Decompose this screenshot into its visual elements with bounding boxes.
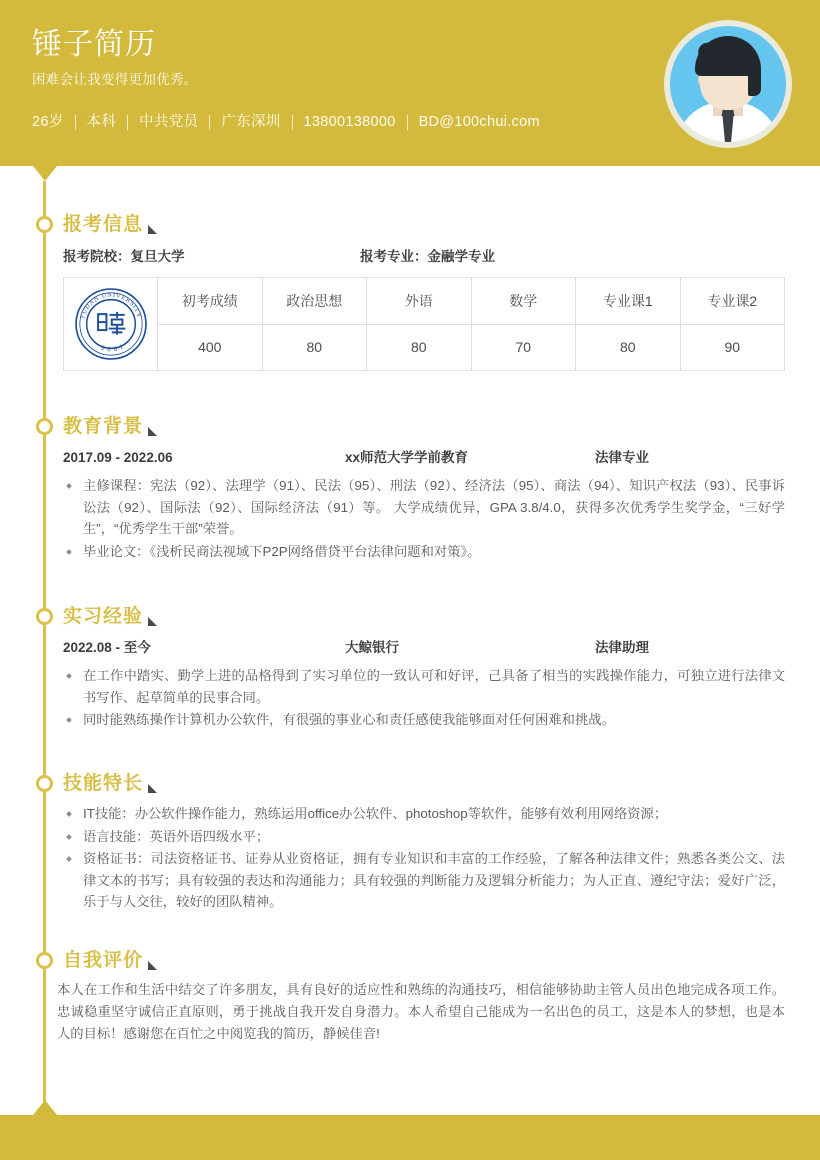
education-date: 2017.09 - 2022.06 [63,450,173,465]
section-flag-icon [148,617,157,626]
table-header-cell: 专业课1 [576,278,681,325]
self-evaluation-text: 本人在工作和生活中结交了许多朋友，具有良好的适应性和熟练的沟通技巧，相信能够协助主管人员出色地完成各项工作。忠诚稳重坚守诚信正直原则，勇于挑战自我开发自身潜力。本人希望自己能成为一名出色的员工，这是本人的梦想，也是本人的目标！感谢您在百忙之中阅览我的简历，静候佳音! [57,982,785,1041]
section-header-education [63,413,785,439]
fudan-university-logo-icon [64,278,157,370]
education-summary-row [63,448,785,468]
exam-school-major-row [63,247,785,267]
section-title-self-evaluation: 自我评价 [63,950,144,971]
table-value-cell: 80 [576,324,681,371]
meta-phone: 13800138000 [303,114,396,130]
section-internship [63,603,785,732]
meta-political-status: 中共党员 [139,114,199,130]
section-title-skills: 技能特长 [63,773,144,794]
timeline-dot-education [36,418,53,435]
section-self-evaluation [57,947,785,1045]
avatar-hair-side [748,66,761,96]
list-item: 资格证书：司法资格证书、证券从业资格证，拥有专业知识和丰富的工作经验，了解各种法律文件；熟悉各类公文、法律文本的书写；具有较强的表达和沟通能力；具有较强的判断能力及逻辑分析能力；为人正直、遵纪守法；爱好广泛，乐于与人交往，较好的团队精神。 [63,848,785,913]
list-item: 同时能熟练操作计算机办公软件，有很强的事业心和责任感使我能够面对任何困难和挑战。 [63,709,785,731]
internship-role: 法律助理 [595,640,649,655]
section-education [63,413,785,563]
meta-location: 广东深圳 [221,114,281,130]
meta-divider-icon [75,115,76,130]
header-slogan: 困难会让我变得更加优秀。 [32,72,198,87]
table-header-cell: 政治思想 [262,278,367,325]
page-title: 锤子简历 [32,28,156,61]
list-item: 毕业论文：《浅析民商法视域下P2P网络借贷平台法律问题和对策》。 [63,541,785,563]
internship-date: 2022.08 - 至今 [63,640,151,655]
meta-degree: 本科 [86,114,117,130]
internship-bullet-list [63,665,785,731]
table-value-cell: 80 [262,324,367,371]
timeline-dot-self [36,952,53,969]
internship-summary-row [63,638,785,658]
footer-notch-icon [33,1100,57,1115]
avatar-portrait-icon [670,26,786,142]
meta-divider-icon [209,115,210,130]
section-flag-icon [148,427,157,436]
table-header-cell: 初考成绩 [158,278,263,325]
header-meta-line [32,112,592,132]
education-bullet-list [63,475,785,562]
timeline-dot-internship [36,608,53,625]
svg-text:1905: 1905 [97,342,124,352]
section-flag-icon [148,784,157,793]
table-header-cell: 外语 [367,278,472,325]
timeline-dot-exam [36,216,53,233]
education-major: 法律专业 [595,450,649,465]
section-header-internship [63,603,785,629]
table-header-cell: 专业课2 [680,278,785,325]
avatar [664,20,792,148]
timeline-dot-skills [36,775,53,792]
table-value-cell: 80 [367,324,472,371]
meta-divider-icon [292,115,293,130]
fudan-seal-svg [73,286,149,362]
skills-bullet-list [63,803,785,913]
list-item: 在工作中踏实、勤学上进的品格得到了实习单位的一致认可和好评，己具备了相当的实践操作能力，可独立进行法律文书写作、起草简单的民事合同。 [63,665,785,708]
timeline-line [43,181,46,1115]
table-value-cell: 90 [680,324,785,371]
exam-score-table [63,277,785,371]
list-item: IT技能：办公软件操作能力，熟练运用office办公软件、photoshop等软件，能够有效利用网络资源； [63,803,785,825]
table-value-cell: 400 [158,324,263,371]
header-text-block [32,26,592,132]
exam-major: 报考专业：金融学专业 [360,249,495,264]
education-organization: xx师范大学学前教育 [345,450,469,465]
exam-school: 报考院校：复旦大学 [63,249,185,264]
section-flag-icon [148,961,157,970]
table-value-cell: 70 [471,324,576,371]
table-row [64,324,785,371]
meta-divider-icon [407,115,408,130]
resume-header [0,0,820,166]
footer-bar [0,1115,820,1160]
section-title-exam: 报考信息 [63,214,144,235]
meta-divider-icon [127,115,128,130]
section-header-skills [63,770,785,796]
section-exam-info [63,211,785,371]
section-header-exam [63,211,785,237]
section-flag-icon [148,225,157,234]
meta-age: 26岁 [32,114,64,130]
section-title-internship: 实习经验 [63,606,144,627]
section-header-self-evaluation [63,947,785,973]
meta-email: BD@100chui.com [418,114,540,130]
section-skills [63,770,785,914]
svg-text:FUDAN UNIVERSITY: FUDAN UNIVERSITY [78,291,143,320]
section-title-education: 教育背景 [63,416,144,437]
header-notch-icon [33,166,57,181]
list-item: 主修课程：宪法（92）、法理学（91）、民法（95）、刑法（92）、经济法（95）、商法（94）、知识产权法（93）、民事诉讼法（92）、国际法（92）、国际经济法（91）等。 大学成绩优异，GPA 3.8/4.0，获得多次优秀学生奖学金，“三好学生”，“优秀学生干部”荣誉。 [63,475,785,540]
university-logo-cell [64,278,158,371]
internship-organization: 大鲸银行 [345,640,399,655]
table-row-header [64,278,785,325]
list-item: 语言技能：英语外语四级水平； [63,826,785,848]
table-header-cell: 数学 [471,278,576,325]
